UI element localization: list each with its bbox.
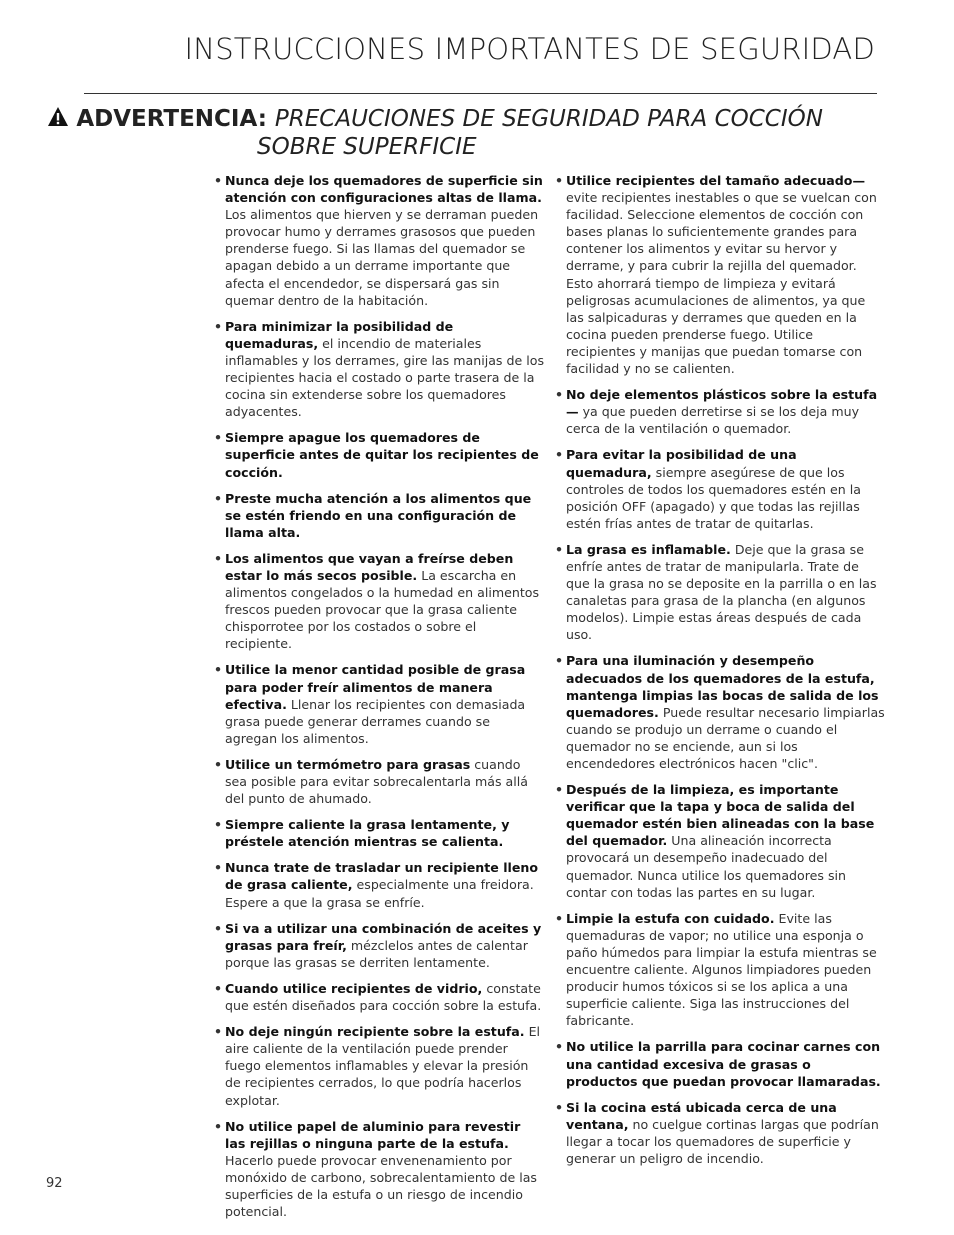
item-text: El aire caliente de la ventilación puede prender fuego elementos inflamables y elevar la presión de recipientes cerrados, lo que podría hacerlos explotar.: [225, 1024, 541, 1108]
list-item: [555, 910, 885, 1030]
list-item: [555, 652, 885, 772]
item-bold: Utilice un termómetro para grasas: [225, 756, 471, 772]
warning-title-line2: SOBRE SUPERFICIE: [257, 134, 477, 160]
item-bold: Para una iluminación y desempeño adecuados de los quemadores de la estufa, mantenga limpias las bocas de salida de los quemadores.: [566, 653, 879, 720]
item-text: Evite las quemaduras de vapor; no utilice una esponja o paño húmedos para limpiar la estufa mientras se encuentre caliente. Algunos limpiadores pueden producir humos tóxicos si se los aplica a una superficie caliente. Siga las instrucciones del fabricante.: [566, 910, 877, 1029]
list-item: [214, 980, 544, 1014]
item-bold: No deje ningún recipiente sobre la estufa.: [225, 1024, 525, 1040]
item-text: siempre asegúrese de que los controles de todos los quemadores estén en la posición OFF (apagado) y que todas las rejillas estén frías antes de tratar de quitarlas.: [566, 464, 861, 531]
list-item: [214, 490, 544, 541]
item-text: Puede resultar necesario limpiarlas cuando se produjo un derrame o cuando el quemador no se enciende, aun si los encendedores electrónicos hacen "clic".: [566, 704, 885, 771]
item-bold: Utilice la menor cantidad posible de grasa para poder freír alimentos de manera efectiva.: [225, 662, 526, 712]
item-text: Llenar los recipientes con demasiada grasa puede generar derrames cuando se agregan los alimentos.: [225, 696, 526, 746]
item-bold: Nunca trate de trasladar un recipiente lleno de grasa caliente,: [225, 860, 539, 893]
list-item: [555, 1099, 885, 1167]
right-column: [555, 172, 885, 1176]
list-item: [214, 172, 544, 309]
item-bold: Si va a utilizar una combinación de aceites y grasas para freír,: [225, 920, 542, 953]
item-text: especialmente una freidora. Espere a que la grasa se enfríe.: [225, 877, 534, 910]
item-bold: Preste mucha atención a los alimentos que se estén friendo en una configuración de llama alta.: [225, 490, 532, 540]
list-item: [214, 661, 544, 746]
item-bold: Cuando utilice recipientes de vidrio,: [225, 980, 483, 996]
item-bold: Para evitar la posibilidad de una quemadura,: [566, 447, 797, 480]
item-text: Los alimentos que hierven y se derraman pueden provocar humo y derrames grasosos que pueden prenderse fuego. Si las llamas del quemador se apagan debido a un derrame importante que afecta el encendedor, se dispersará gas sin quemar dentro de la habitación.: [225, 207, 539, 308]
header-divider: [84, 93, 877, 94]
item-text: Deje que la grasa se enfríe antes de tratar de manipularla. Trate de que la grasa no se deposite en la parrilla o en las canaletas para grasa de la plancha (en algunos modelos). Limpie estas áreas después de cada uso.: [566, 541, 877, 643]
list-item: [214, 816, 544, 850]
list-item: [555, 172, 885, 377]
item-bold: Utilice recipientes del tamaño adecuado—: [566, 173, 866, 188]
list-item: [214, 1118, 544, 1221]
page-number: 92: [46, 1176, 63, 1191]
list-item: [555, 386, 885, 437]
item-bold: Los alimentos que vayan a freírse deben estar lo más secos posible.: [225, 550, 514, 583]
list-item: [214, 756, 544, 807]
item-text: Una alineación incorrecta provocará un desempeño inadecuado del quemador. Nunca utilice los quemadores sin contar con todas las partes en su lugar.: [566, 833, 846, 900]
warning-label: ADVERTENCIA:: [76, 106, 267, 132]
item-text: no cuelgue cortinas largas que podrían llegar a tocar los quemadores de superficie y generar un peligro de incendio.: [566, 1116, 879, 1166]
page-title: INSTRUCCIONES IMPORTANTES DE SEGURIDAD: [184, 32, 875, 66]
list-item: [555, 541, 885, 644]
item-text: mézclelos antes de calentar porque las grasas se derriten lentamente.: [225, 937, 528, 970]
warning-heading: [47, 105, 887, 161]
list-item: [214, 429, 544, 480]
item-bold: La grasa es inflamable.: [566, 541, 731, 557]
item-text: evite recipientes inestables o que se vuelcan con facilidad. Seleccione elementos de cocción con bases planas lo suficientemente grandes para contener los alimentos y evitar su hervor y derrame, y para cubrir la rejilla del quemador. Esto ahorrará tiempo de limpieza y evitará peligrosas acumulaciones de alimentos, ya que las salpicaduras y derrames que queden en la cocina pueden prenderse fuego. Utilice recipientes y manijas que puedan tomarse con facilidad y no se calienten.: [566, 190, 877, 377]
item-bold: Para minimizar la posibilidad de quemaduras,: [225, 318, 454, 351]
item-bold: No deje elementos plásticos sobre la estufa—: [566, 387, 878, 420]
list-item: [555, 1038, 885, 1089]
item-text: ya que pueden derretirse si se los deja muy cerca de la ventilación o quemador.: [566, 404, 860, 437]
item-bold: Siempre apague los quemadores de superficie antes de quitar los recipientes de cocción.: [225, 430, 539, 480]
list-item: [214, 550, 544, 653]
item-text: cuando sea posible para evitar sobrecalentarla más allá del punto de ahumado.: [225, 756, 528, 807]
item-bold: Si la cocina está ubicada cerca de una ventana,: [566, 1099, 837, 1132]
list-item: [214, 1023, 544, 1108]
item-bold: Después de la limpieza, es importante verificar que la tapa y boca de salida del quemador estén bien alineadas con la base del quemador.: [566, 782, 875, 849]
item-text: La escarcha en alimentos congelados o la humedad en alimentos frescos pueden provocar que la grasa caliente chisporrotee por los costados o sobre el recipiente.: [225, 567, 540, 652]
item-text: constate que estén diseñados para cocción sobre la estufa.: [225, 980, 542, 1014]
list-item: [214, 859, 544, 910]
item-bold: No utilice la parrilla para cocinar carnes con una cantidad excesiva de grasas o productos que puedan provocar llamaradas.: [566, 1039, 881, 1089]
warning-triangle-icon: [47, 106, 69, 128]
item-bold: Siempre caliente la grasa lentamente, y préstele atención mientras se calienta.: [225, 817, 510, 850]
item-text: Hacerlo puede provocar envenenamiento por monóxido de carbono, sobrecalentamiento de las superficies de la estufa o un riesgo de incendio potencial.: [225, 1152, 537, 1220]
list-item: [214, 920, 544, 971]
list-item: [214, 318, 544, 421]
list-item: [555, 781, 885, 901]
item-bold: No utilice papel de aluminio para revestir las rejillas o ninguna parte de la estufa.: [225, 1118, 521, 1151]
warning-title-line1: PRECAUCIONES DE SEGURIDAD PARA COCCIÓN: [274, 106, 823, 132]
left-column: [214, 172, 544, 1229]
item-bold: Nunca deje los quemadores de superficie sin atención con configuraciones altas de llama.: [225, 173, 543, 206]
list-item: [555, 446, 885, 531]
item-text: el incendio de materiales inflamables y los derrames, gire las manijas de los recipientes hacia el costado o parte trasera de la cocina sin extenderse sobre los quemadores adyacentes.: [225, 335, 545, 420]
item-bold: Limpie la estufa con cuidado.: [566, 910, 775, 926]
